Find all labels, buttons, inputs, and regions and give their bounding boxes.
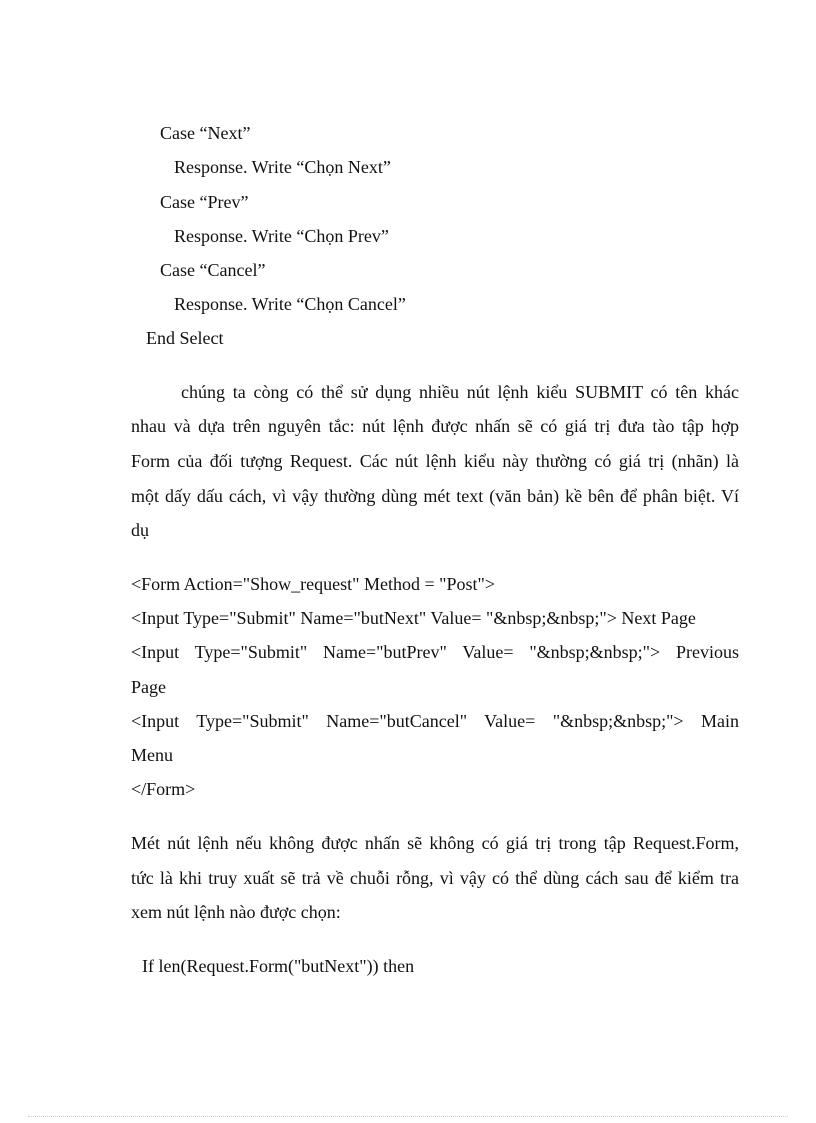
paragraph-line: Form của đối tượng Request. Các nút lệnh kiểu này thường có giá trị (nhãn) là xyxy=(131,451,739,471)
code-line: Case “Prev” xyxy=(160,192,249,212)
code-line: </Form> xyxy=(131,779,196,799)
code-line: Menu xyxy=(131,745,173,765)
code-line: <Input Type="Submit" Name="butNext" Value= "&nbsp;&nbsp;"> Next Page xyxy=(131,608,696,628)
code-line: Response. Write “Chọn Prev” xyxy=(174,226,389,246)
code-line: Case “Cancel” xyxy=(160,260,266,280)
paragraph-line: Mét nút lệnh nếu không được nhấn sẽ không có giá trị trong tập Request.Form, xyxy=(131,833,739,853)
paragraph-line: xem nút lệnh nào được chọn: xyxy=(131,902,341,922)
paragraph-line: nhau và dựa trên nguyên tắc: nút lệnh được nhấn sẽ có giá trị đưa tào tập hợp xyxy=(131,416,739,436)
page-bottom-rule xyxy=(28,1116,788,1117)
paragraph-line: tức là khi truy xuất sẽ trả về chuỗi rỗng, vì vậy có thể dùng cách sau để kiểm tra xyxy=(131,868,739,888)
paragraph-line: chúng ta còng có thể sử dụng nhiều nút lệnh kiểu SUBMIT có tên khác xyxy=(181,382,739,402)
code-line: Response. Write “Chọn Cancel” xyxy=(174,294,406,314)
paragraph-line: dụ xyxy=(131,520,149,540)
code-line: End Select xyxy=(146,328,224,348)
code-line: <Form Action="Show_request" Method = "Post"> xyxy=(131,574,495,594)
code-line: If len(Request.Form("butNext")) then xyxy=(142,956,415,976)
code-line: Page xyxy=(131,677,166,697)
code-line: <Input Type="Submit" Name="butPrev" Value= "&nbsp;&nbsp;"> Previous xyxy=(131,642,739,662)
code-line: Response. Write “Chọn Next” xyxy=(174,157,391,177)
code-line: Case “Next” xyxy=(160,123,251,143)
code-line: <Input Type="Submit" Name="butCancel" Value= "&nbsp;&nbsp;"> Main xyxy=(131,711,739,731)
paragraph-line: một dấy dấu cách, vì vậy thường dùng mét text (văn bản) kề bên để phân biệt. Ví xyxy=(131,486,739,506)
